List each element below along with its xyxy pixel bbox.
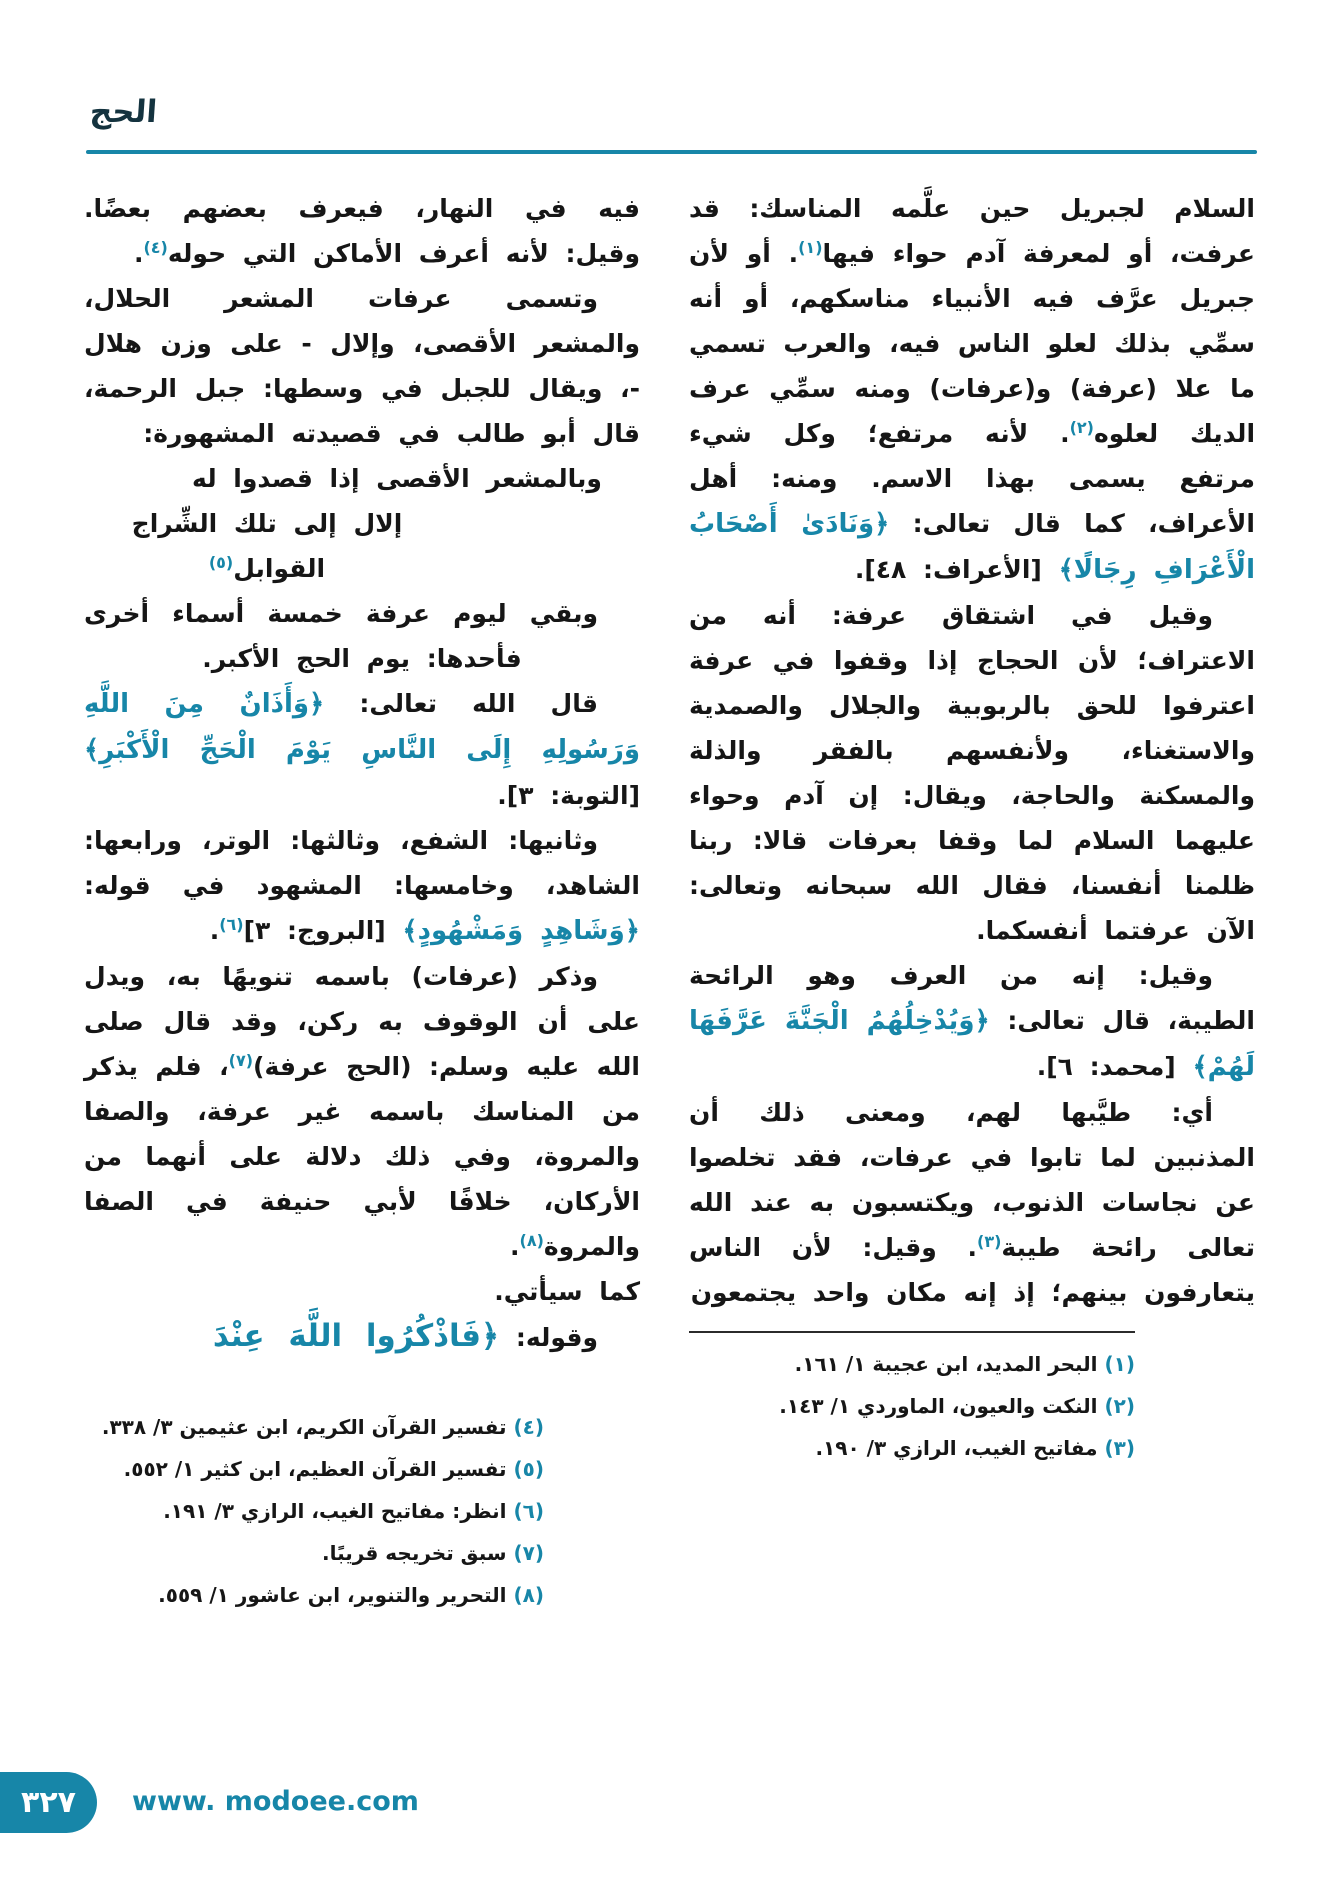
footnote-text: تفسير القرآن الكريم، ابن عثيمين ٣/ ٣٣٨. [101, 1415, 507, 1439]
paragraph [84, 681, 640, 818]
body-text: . [510, 1232, 520, 1261]
paragraph [84, 276, 640, 456]
column-left-body [84, 186, 640, 1360]
body-text: ، فلم يذكر من المناسك باسمه غير عرفة، والصفا والمروة، وفي ذلك دلالة على أنهما من الأركان، خلافًا لأبي حنيفة في الصفا والمروة [84, 1052, 640, 1261]
verse-reference: [البروج: ٣] [243, 916, 403, 945]
chapter-ornament: الحج [88, 94, 159, 130]
footnote-number: (٤) [506, 1415, 544, 1439]
footnote-text: تفسير القرآن العظيم، ابن كثير ١/ ٥٥٢. [123, 1457, 507, 1481]
paragraph [84, 1314, 640, 1360]
body-text: وقيل: إنه من العرف وهو الرائحة الطيبة، قال تعالى: [689, 961, 1255, 1035]
body-text: . لأنه مرتفع؛ وكل شيء مرتفع يسمى بهذا الاسم. ومنه: أهل الأعراف، كما قال تعالى: [689, 419, 1255, 538]
paragraph [84, 456, 640, 501]
header-rule [86, 150, 1257, 154]
footnote-marker: (٨) [519, 1231, 544, 1250]
quran-verse: ﴿وَيُدْخِلُهُمُ الْجَنَّةَ عَرَّفَهَا لَهُمْ﴾ [689, 1006, 1255, 1082]
quran-verse: ﴿وَنَادَىٰ أَصْحَابُ الْأَعْرَافِ رِجَالًا﴾ [689, 509, 1255, 585]
body-text: كما سيأتي. [494, 1277, 640, 1306]
footnote-separator [689, 1331, 1135, 1333]
paragraph [84, 636, 640, 681]
column-left [84, 186, 640, 1616]
footnote-marker: (١) [798, 238, 823, 257]
body-text: وبقي ليوم عرفة خمسة أسماء أخرى [84, 599, 598, 628]
footnote-text: النكت والعيون، الماوردي ١/ ١٤٣. [779, 1394, 1098, 1418]
paragraph [84, 954, 640, 1269]
footnote-number: (٨) [506, 1583, 544, 1607]
body-text: أي: طيَّبها لهم، ومعنى ذلك أن المذنبين لما تابوا في عرفات، فقد تخلصوا عن نجاسات الذنوب، ويكتسبون به عند الله تعالى رائحة طيبة [689, 1098, 1255, 1262]
footnote-number: (٦) [506, 1499, 544, 1523]
footnote-marker: (٣) [977, 1232, 1002, 1251]
column-right-footnotes [689, 1331, 1135, 1469]
paragraph [689, 953, 1255, 1090]
body-text: قال الله تعالى: [324, 689, 598, 718]
verse-reference: [الأعراف: ٤٨]. [854, 555, 1059, 584]
text-columns [84, 186, 1255, 1616]
footnote [84, 1490, 544, 1532]
body-text: فأحدها: يوم الحج الأكبر. [202, 644, 522, 673]
footnote-marker: (٥) [208, 553, 234, 572]
paragraph [84, 186, 640, 276]
body-text: . أو لأن جبريل عرَّف فيه الأنبياء مناسكهم، أو أنه سمِّي بذلك لعلو الناس فيه، والعرب تسمي ما علا (عرفة) و(عرفات) ومنه سمِّي عرف الديك لعلوه [689, 239, 1256, 448]
body-text: إلال إلى تلك الشِّراج القوابل [131, 509, 403, 583]
body-text: . [133, 239, 144, 268]
body-text: وقيل في اشتقاق عرفة: أنه من الاعتراف؛ لأن الحجاج إذا وقفوا في عرفة اعترفوا للحق بالربوبية والجلال والصمدية والاستغناء، ولأنفسهم بالفقر والذلة والمسكنة والحاجة، ويقال: إن آدم وحواء عليهما السلام لما وقفا بعرفات قالا: ربنا ظلمنا أنفسنا، فقال الله سبحانه وتعالى: الآن عرفتما أنفسكما. [689, 601, 1255, 945]
body-text: فيه في النهار، فيعرف بعضهم بعضًا. وقيل: لأنه أعرف الأماكن التي حوله [84, 194, 640, 268]
footnote-text: انظر: مفاتيح الغيب، الرازي ٣/ ١٩١. [163, 1499, 507, 1523]
verse-reference: [محمد: ٦]. [1036, 1052, 1193, 1081]
body-text: وذكر (عرفات) باسمه تنويهًا به، ويدل على أن الوقوف به ركن، وقد قال صلى الله عليه وسلم: (الحج عرفة) [84, 962, 640, 1081]
footnote-text: سبق تخريجه قريبًا. [322, 1541, 507, 1565]
paragraph [689, 186, 1255, 593]
page-number-badge [0, 1772, 97, 1833]
body-text: . [209, 916, 220, 945]
footnote [689, 1427, 1135, 1469]
body-text: . وقيل: لأن الناس يتعارفون بينهم؛ إذ إنه مكان واحد يجتمعون [689, 1233, 1255, 1307]
footnote-text: البحر المديد، ابن عجيبة ١/ ١٦١. [794, 1352, 1098, 1376]
body-text: السلام لجبريل حين علَّمه المناسك: قد عرفت، أو لمعرفة آدم حواء فيها [689, 194, 1255, 268]
footnote-text: مفاتيح الغيب، الرازي ٣/ ١٩٠. [815, 1436, 1098, 1460]
paragraph [84, 1269, 640, 1314]
quran-verse: ﴿وَشَاهِدٍ وَمَشْهُودٍ﴾ [402, 916, 640, 946]
body-text: وثانيها: الشفع، وثالثها: الوتر، ورابعها: الشاهد، وخامسها: المشهود في قوله: [84, 826, 640, 900]
body-text: وقوله: [499, 1323, 598, 1352]
verse-reference: [التوبة: ٣]. [497, 781, 640, 810]
footnote-number: (٧) [506, 1541, 544, 1565]
footnote [689, 1343, 1135, 1385]
column-right [689, 186, 1255, 1616]
column-right-body [689, 186, 1255, 1315]
paragraph [84, 818, 640, 954]
paragraph [689, 1090, 1255, 1315]
body-text: وبالمشعر الأقصى إذا قصدوا له [192, 464, 602, 493]
page-number: ٣٢٧ [21, 1785, 76, 1820]
quran-verse: ﴿فَاذْكُرُوا اللَّهَ عِنْدَ [212, 1318, 500, 1354]
footnote-marker: (٢) [1069, 418, 1094, 437]
column-left-footnotes [84, 1406, 544, 1616]
footnote-number: (٢) [1097, 1394, 1135, 1418]
quran-verse: ﴿وَأَذَانٌ مِنَ اللَّهِ وَرَسُولِهِ إِلَى النَّاسِ يَوْمَ الْحَجِّ الْأَكْبَرِ﴾ [84, 689, 640, 765]
footnote-number: (٥) [506, 1457, 544, 1481]
footnote-marker: (٤) [143, 238, 168, 257]
footnote [84, 1448, 544, 1490]
website-text: www. modoee.com [132, 1786, 419, 1817]
footnote-marker: (٧) [228, 1051, 254, 1070]
footnote-text: التحرير والتنوير، ابن عاشور ١/ ٥٥٩. [158, 1583, 507, 1607]
footnote [84, 1574, 544, 1616]
footnote [84, 1532, 544, 1574]
footnote-marker: (٦) [219, 915, 244, 934]
paragraph [84, 501, 640, 591]
footnote-number: (٣) [1097, 1436, 1135, 1460]
footnote [84, 1406, 544, 1448]
body-text: وتسمى عرفات المشعر الحلال، والمشعر الأقصى، وإلال - على وزن هلال -، ويقال للجبل في وسطها: جبل الرحمة، قال أبو طالب في قصيدته المشهورة: [84, 284, 640, 448]
footnote [689, 1385, 1135, 1427]
paragraph [689, 593, 1255, 953]
footnote-number: (١) [1097, 1352, 1135, 1376]
paragraph [84, 591, 640, 636]
